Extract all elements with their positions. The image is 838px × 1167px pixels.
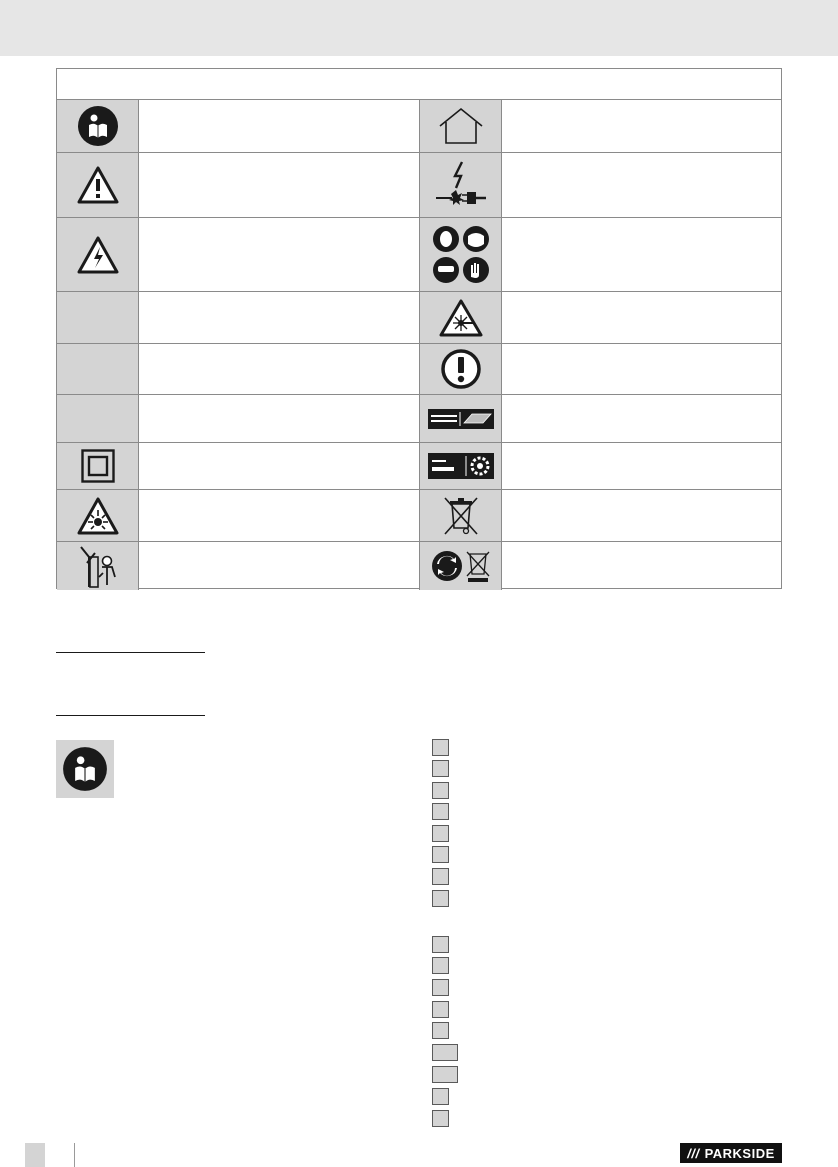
keep-children-away-icon xyxy=(57,542,139,590)
part-number-box xyxy=(432,979,449,996)
table-row xyxy=(57,152,781,217)
table-row xyxy=(57,217,781,291)
empty-icon-cell xyxy=(57,292,139,343)
symbol-description xyxy=(139,395,419,442)
warning-triangle-icon xyxy=(57,153,139,217)
part-number-box xyxy=(432,868,449,885)
part-number-box xyxy=(432,1044,458,1061)
part-number-box xyxy=(432,846,449,863)
symbol-description xyxy=(501,443,781,489)
intelligent-power-control-badge xyxy=(419,395,502,442)
symbol-description xyxy=(139,153,419,217)
crossed-bin-icon xyxy=(419,490,502,541)
symbol-description xyxy=(139,443,419,489)
symbol-description xyxy=(501,100,781,152)
symbol-description xyxy=(139,100,419,152)
symbol-description xyxy=(501,542,781,590)
symbol-description xyxy=(501,218,781,291)
symbols-table xyxy=(56,68,782,589)
symbol-description xyxy=(139,344,419,394)
section-heading-rule xyxy=(56,715,205,716)
unplug-plug-icon xyxy=(419,153,502,217)
part-number-box xyxy=(432,739,449,756)
table-row xyxy=(57,489,781,541)
electric-shock-warning-icon xyxy=(57,218,139,291)
part-number-box xyxy=(432,825,449,842)
part-number-box xyxy=(432,1022,449,1039)
symbol-description xyxy=(139,542,419,590)
symbols-table-header xyxy=(57,69,781,100)
read-manual-icon xyxy=(57,100,139,152)
part-number-box xyxy=(432,760,449,777)
symbol-description xyxy=(139,490,419,541)
protective-equipment-icons xyxy=(419,218,502,291)
section-heading-rule xyxy=(56,652,205,653)
attention-exclamation-icon xyxy=(419,344,502,394)
empty-icon-cell xyxy=(57,344,139,394)
empty-icon-cell xyxy=(57,395,139,442)
recycling-symbols-icon xyxy=(419,542,502,590)
part-number-box xyxy=(432,1088,449,1105)
part-number-box xyxy=(432,1066,458,1083)
footer-divider xyxy=(74,1143,75,1167)
part-number-box xyxy=(432,890,449,907)
part-number-box xyxy=(432,1001,449,1018)
read-manual-icon xyxy=(56,740,114,798)
symbol-description xyxy=(139,218,419,291)
symbol-description xyxy=(501,292,781,343)
brand-logo: /// PARKSIDE xyxy=(680,1143,782,1163)
symbol-description xyxy=(501,153,781,217)
symbol-description xyxy=(139,292,419,343)
part-number-box xyxy=(432,803,449,820)
part-number-box xyxy=(432,782,449,799)
header-bar xyxy=(0,0,838,56)
symbol-description xyxy=(501,490,781,541)
laser-warning-icon xyxy=(419,292,502,343)
page-number-box xyxy=(25,1143,45,1167)
part-number-box xyxy=(432,957,449,974)
part-number-box xyxy=(432,1110,449,1127)
explosion-warning-icon xyxy=(57,490,139,541)
part-number-box xyxy=(432,936,449,953)
table-row xyxy=(57,343,781,394)
indoor-use-house-icon xyxy=(419,100,502,152)
symbol-description xyxy=(501,344,781,394)
table-row xyxy=(57,100,781,152)
table-row xyxy=(57,442,781,489)
protection-class-ii-icon xyxy=(57,443,139,489)
soft-start-badge xyxy=(419,443,502,489)
table-row xyxy=(57,541,781,590)
symbol-description xyxy=(501,395,781,442)
table-row xyxy=(57,394,781,442)
table-row xyxy=(57,291,781,343)
